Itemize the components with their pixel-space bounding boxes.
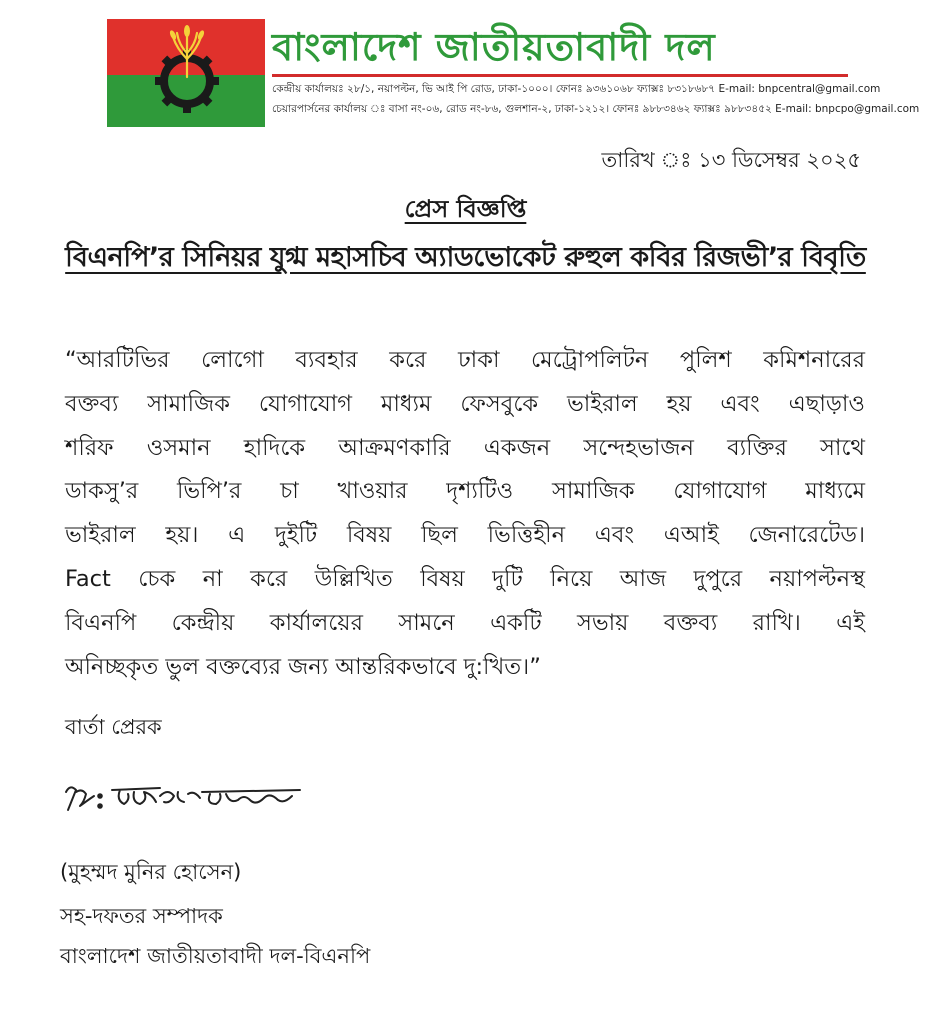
handwritten-signature bbox=[60, 770, 320, 830]
press-release-title-text: প্রেস বিজ্ঞপ্তি bbox=[404, 195, 527, 223]
chairperson-office-address: চেয়ারপার্সনের কার্যালয় ঃ বাসা নং-০৬, রোড নং-৮৬, গুলশান-২, ঢাকা-১২১২। ফোনঃ ৯৮৮৩৪৬২ ফ্যাক্সঃ ৯৮৮৩৪৫২ E-mail: bnpcpo@gmail.com bbox=[272, 103, 920, 115]
document-date: তারিখ ঃ ১৩ ডিসেম্বর ২০২৫ bbox=[601, 148, 861, 172]
statement-line: Fact চেক না করে উল্লিখিত বিষয় দুটি নিয়ে আজ দুপুরে নয়াপল্টনস্থ bbox=[65, 565, 865, 592]
sender-label: বার্তা প্রেরক bbox=[65, 715, 162, 739]
central-office-address: কেন্দ্রীয় কার্যালয়ঃ ২৮/১, নয়াপল্টন, ভি আই পি রোড, ঢাকা-১০০০। ফোনঃ ৯৩৬১০৬৮ ফ্যাক্সঃ ৮৩১৮৬৮৭ E-mail: bnpcentral@gmail.com bbox=[272, 83, 881, 95]
statement-line: বক্তব্য সামাজিক যোগাযোগ মাধ্যম ফেসবুকে ভাইরাল হয় এবং এছাড়াও bbox=[65, 390, 865, 417]
press-release-title bbox=[0, 191, 931, 231]
statement-line: ডাকসু’র ভিপি’র চা খাওয়ার দৃশ্যটিও সামাজিক যোগাযোগ মাধ্যমে bbox=[65, 478, 865, 505]
statement-line: “আরটিভির লোগো ব্যবহার করে ঢাকা মেট্রোপলিটন পুলিশ কমিশনারের bbox=[65, 347, 865, 373]
statement-line: অনিচ্ছকৃত ভুল বক্তব্যের জন্য আন্তরিকভাবে দু:খিত।” bbox=[65, 653, 541, 680]
signer-name: (মুহম্মদ মুনির হোসেন) bbox=[60, 860, 242, 884]
statement-line: ভাইরাল হয়। এ দুইটি বিষয় ছিল ভিত্তিহীন এবং এআই জেনারেটেড। bbox=[65, 522, 865, 549]
wheat-gear-emblem-icon bbox=[107, 19, 265, 127]
statement-headline-text: বিএনপি’র সিনিয়র যুগ্ম মহাসচিব অ্যাডভোকেট রুহুল কবির রিজভী’র বিবৃতি bbox=[65, 242, 866, 273]
signer-organization: বাংলাদেশ জাতীয়তাবাদী দল-বিএনপি bbox=[60, 944, 371, 968]
signer-designation: সহ-দফতর সম্পাদক bbox=[60, 904, 223, 928]
party-flag-logo bbox=[107, 19, 265, 127]
party-name-heading: বাংলাদেশ জাতীয়তাবাদী দল bbox=[272, 25, 716, 69]
statement-headline bbox=[0, 237, 931, 282]
statement-body bbox=[65, 339, 865, 689]
statement-line: বিএনপি কেন্দ্রীয় কার্যালয়ের সামনে একটি সভায় বক্তব্য রাখি। এই bbox=[65, 609, 865, 636]
statement-line: শরিফ ওসমান হাদিকে আক্রমণকারি একজন সন্দেহভাজন ব্যক্তির সাথে bbox=[65, 434, 865, 461]
header-divider bbox=[272, 74, 848, 77]
